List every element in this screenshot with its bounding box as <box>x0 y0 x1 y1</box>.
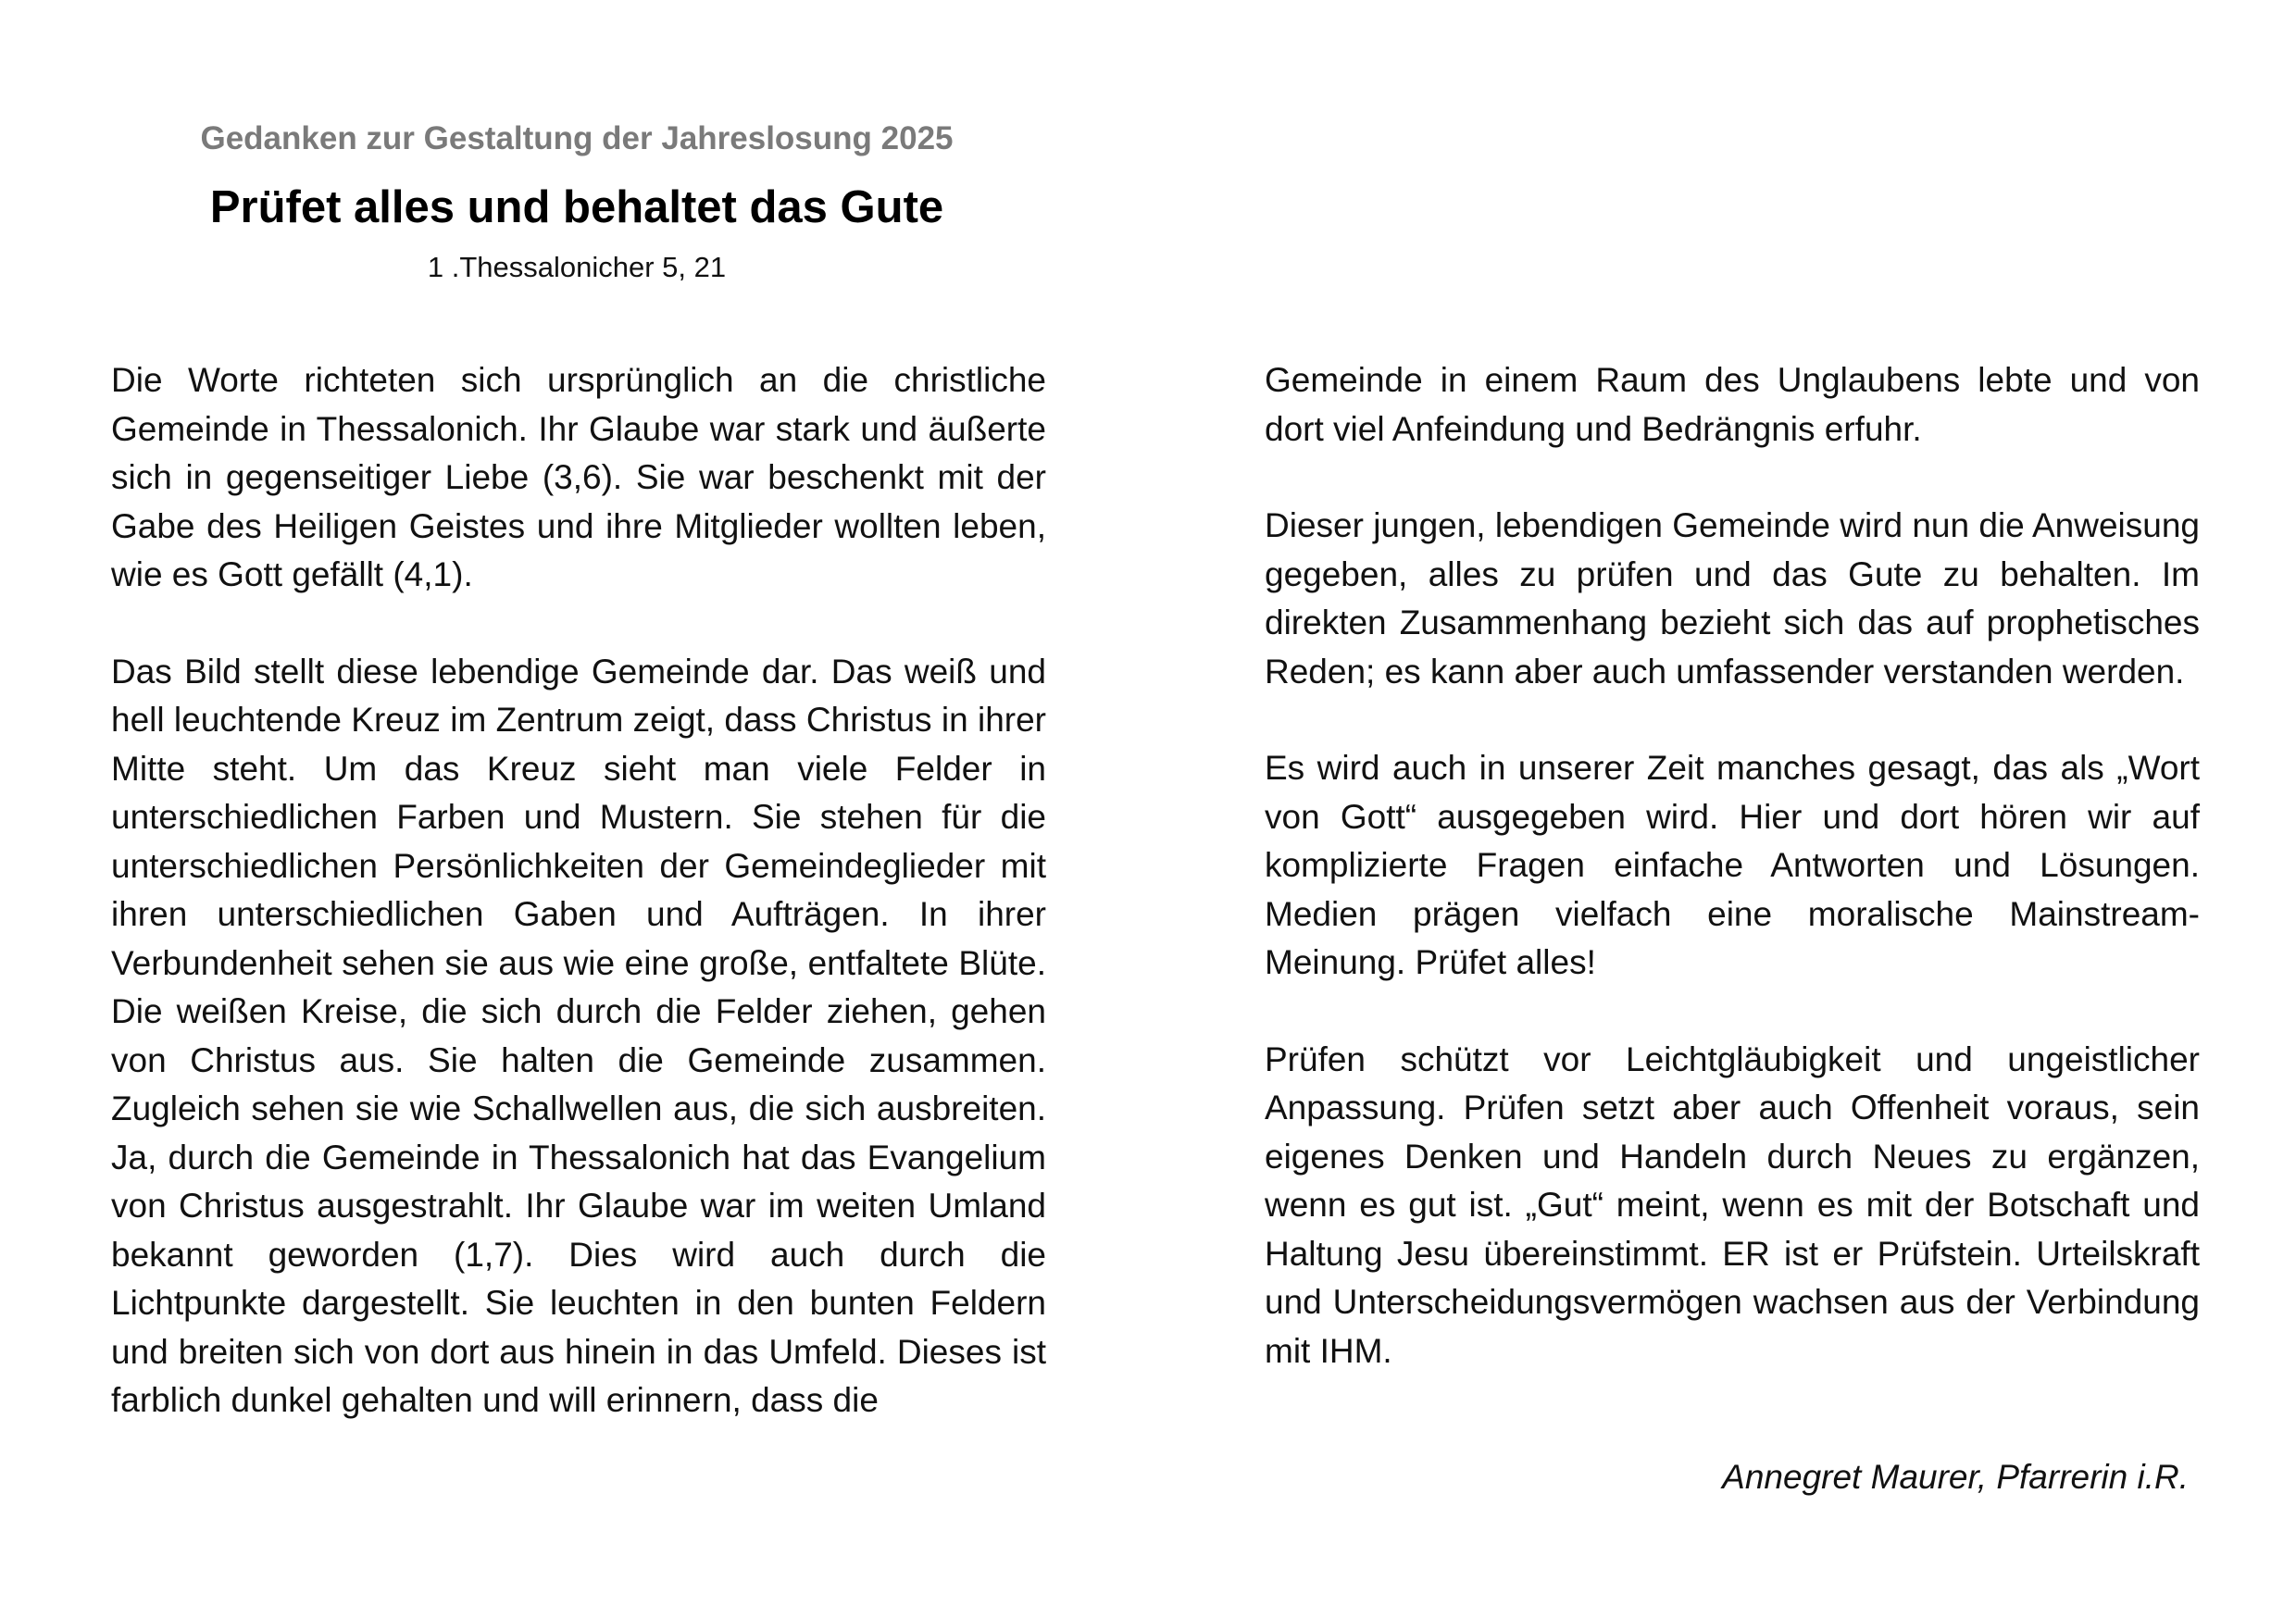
kicker-heading: Gedanken zur Gestaltung der Jahreslosung 2025 <box>200 120 954 156</box>
page-header <box>111 116 1042 288</box>
page-title: Prüfet alles und behaltet das Gute <box>209 182 944 232</box>
right-column <box>1265 356 2200 1424</box>
paragraph: Es wird auch in unserer Zeit manches gesagt, das als „Wort von Gott“ ausgegeben wird. Hier und dort hören wir auf komplizierte Fragen einfache Antworten und Lösungen. Medien prägen vielfach eine moralische Mainstream-Meinung. Prüfet alles! <box>1265 749 2200 981</box>
paragraph: Prüfen schützt vor Leichtgläubigkeit und ungeistlicher Anpassung. Prüfen setzt aber auch Offenheit voraus, sein eigenes Denken und Handeln durch Neues zu ergänzen, wenn es gut ist. „Gut“ meint, wenn es mit der Botschaft und Haltung Jesu übereinstimmt. ER ist er Prüfstein. Urteilskraft und Unterscheidungsvermögen wachsen aus der Verbindung mit IHM. <box>1265 1039 2200 1370</box>
paragraph: Das Bild stellt diese lebendige Gemeinde dar. Das weiß und hell leuchtende Kreuz im Zentrum zeigt, dass Christus in ihrer Mitte steht. Um das Kreuz sieht man viele Felder in unterschiedlichen Farben und Mustern. Sie stehen für die unterschiedlichen Persönlichkeiten der Gemeindeglieder mit ihren unterschiedlichen Gaben und Aufträgen. In ihrer Verbundenheit sehen sie aus wie eine große, entfaltete Blüte. Die weißen Kreise, die sich durch die Felder ziehen, gehen von Christus aus. Sie halten die Gemeinde zusammen. Zugleich sehen sie wie Schallwellen aus, die sich ausbreiten. Ja, durch die Gemeinde in Thessalonich hat das Evangelium von Christus ausgestrahlt. Ihr Glaube war im weiten Umland bekannt geworden (1,7). Dies wird auch durch die Lichtpunkte dargestellt. Sie leuchten in den bunten Feldern und breiten sich von dort aus hinein in das Umfeld. Dieses ist farblich dunkel gehalten und will erinnern, dass die <box>111 652 1046 1419</box>
paragraph: Die Worte richteten sich ursprünglich an die christliche Gemeinde in Thessalonich. Ihr Glaube war stark und äußerte sich in gegenseitiger Liebe (3,6). Sie war beschenkt mit der Gabe des Heiligen Geistes und ihre Mitglieder wollten leben, wie es Gott gefällt (4,1). <box>111 361 1046 593</box>
paragraph: Gemeinde in einem Raum des Unglaubens lebte und von dort viel Anfeindung und Bedrängnis erfuhr. <box>1265 361 2200 448</box>
left-column <box>111 356 1046 1474</box>
author-signature: Annegret Maurer, Pfarrerin i.R. <box>1722 1458 2189 1496</box>
paragraph: Dieser jungen, lebendigen Gemeinde wird nun die Anweisung gegeben, alles zu prüfen und das Gute zu behalten. Im direkten Zusammenhang bezieht sich das auf prophetisches Reden; es kann aber auch umfassender verstanden werden. <box>1265 506 2200 691</box>
bible-reference: 1 .Thessalonicher 5, 21 <box>427 251 727 283</box>
